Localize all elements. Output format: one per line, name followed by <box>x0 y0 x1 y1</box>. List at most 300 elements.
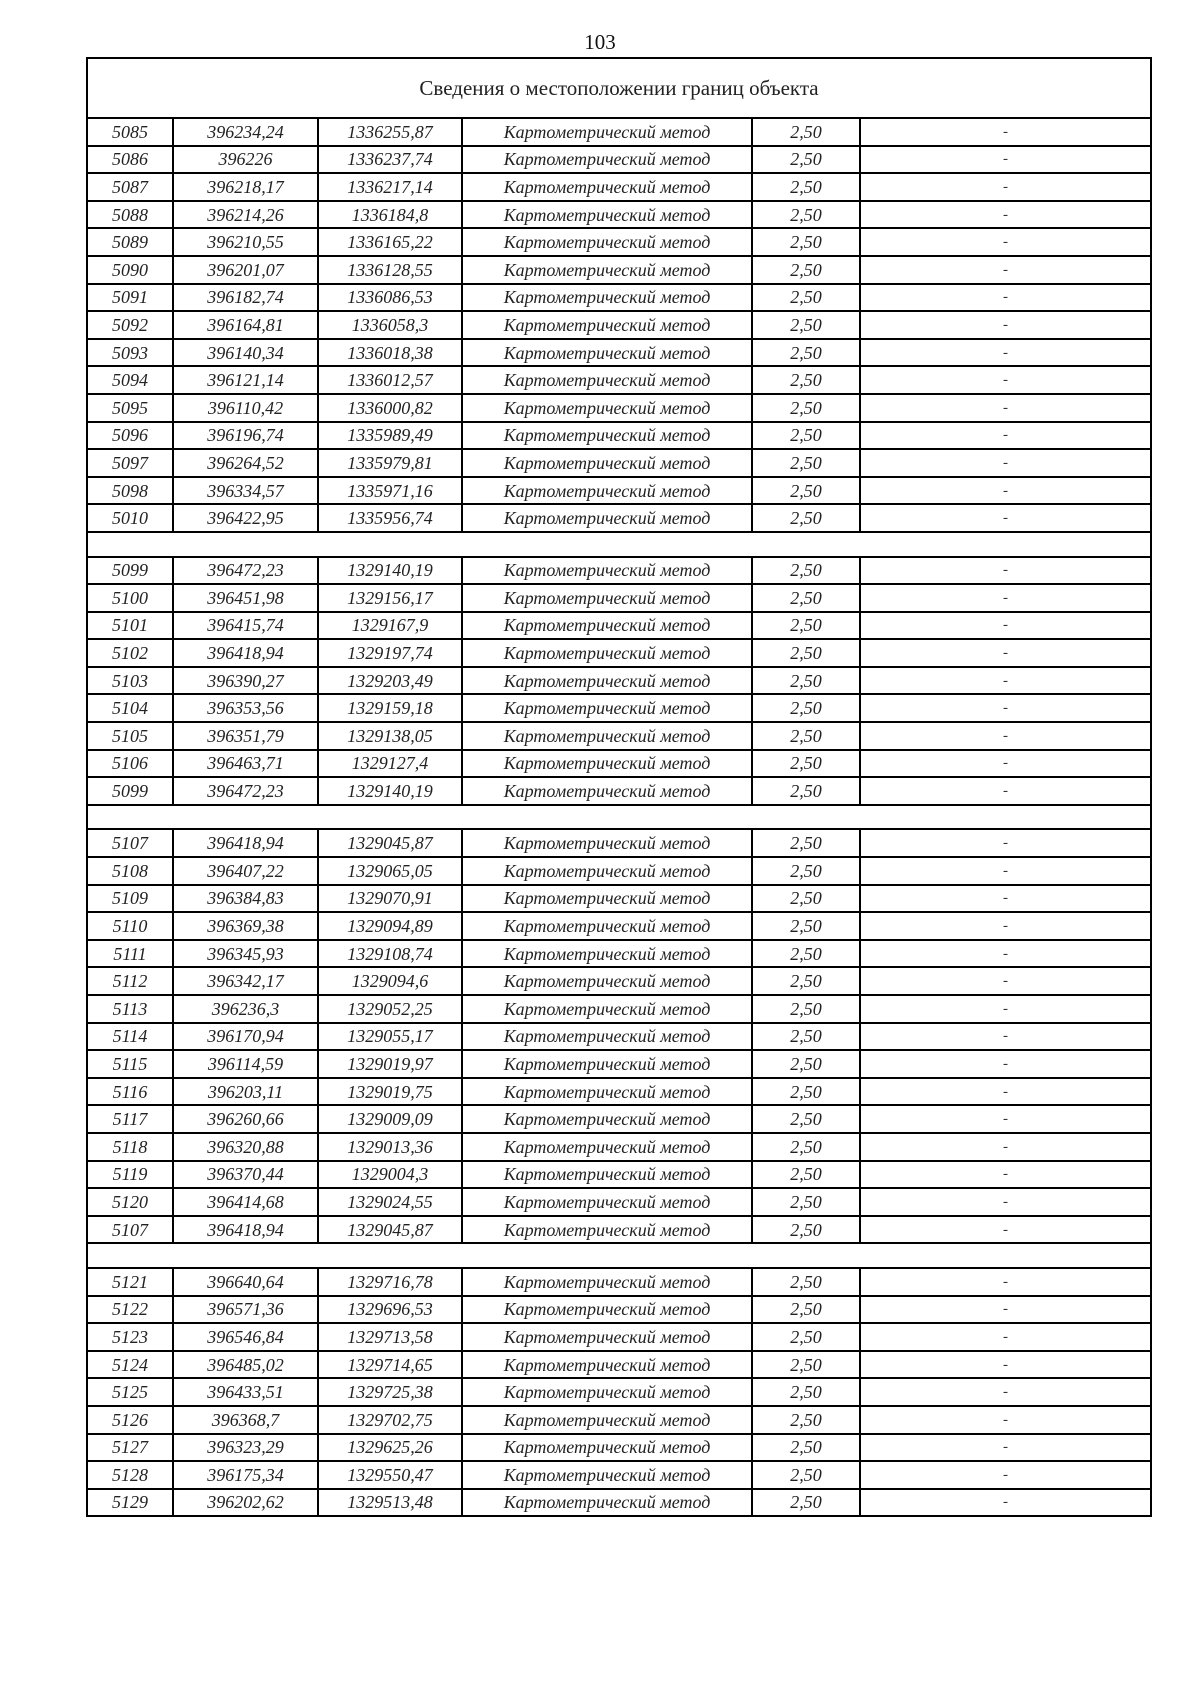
method-cell: Картометрический метод <box>462 422 752 450</box>
point-number-cell: 5107 <box>87 1216 173 1244</box>
note-cell: - <box>860 557 1151 585</box>
note-cell: - <box>860 1406 1151 1434</box>
point-number-cell: 5099 <box>87 557 173 585</box>
table-row <box>87 694 1151 722</box>
point-number-cell: 5094 <box>87 366 173 394</box>
table-row <box>87 612 1151 640</box>
y-coordinate-cell: 1335956,74 <box>318 504 462 532</box>
accuracy-cell: 2,50 <box>752 1216 860 1244</box>
table-row <box>87 1078 1151 1106</box>
y-coordinate-cell: 1329052,25 <box>318 995 462 1023</box>
table-row <box>87 1489 1151 1517</box>
table-row <box>87 1378 1151 1406</box>
table-row <box>87 857 1151 885</box>
accuracy-cell: 2,50 <box>752 339 860 367</box>
x-coordinate-cell: 396463,71 <box>173 750 318 778</box>
method-cell: Картометрический метод <box>462 1406 752 1434</box>
y-coordinate-cell: 1329019,97 <box>318 1050 462 1078</box>
note-cell: - <box>860 422 1151 450</box>
y-coordinate-cell: 1329055,17 <box>318 1023 462 1051</box>
note-cell: - <box>860 228 1151 256</box>
x-coordinate-cell: 396226 <box>173 146 318 174</box>
note-cell: - <box>860 584 1151 612</box>
y-coordinate-cell: 1329156,17 <box>318 584 462 612</box>
table-row <box>87 584 1151 612</box>
method-cell: Картометрический метод <box>462 1296 752 1324</box>
note-cell: - <box>860 940 1151 968</box>
note-cell: - <box>860 1105 1151 1133</box>
point-number-cell: 5121 <box>87 1268 173 1296</box>
method-cell: Картометрический метод <box>462 477 752 505</box>
point-number-cell: 5105 <box>87 722 173 750</box>
y-coordinate-cell: 1336018,38 <box>318 339 462 367</box>
y-coordinate-cell: 1329702,75 <box>318 1406 462 1434</box>
x-coordinate-cell: 396196,74 <box>173 422 318 450</box>
y-coordinate-cell: 1329625,26 <box>318 1434 462 1462</box>
method-cell: Картометрический метод <box>462 750 752 778</box>
accuracy-cell: 2,50 <box>752 750 860 778</box>
method-cell: Картометрический метод <box>462 667 752 695</box>
accuracy-cell: 2,50 <box>752 885 860 913</box>
y-coordinate-cell: 1329138,05 <box>318 722 462 750</box>
point-number-cell: 5111 <box>87 940 173 968</box>
note-cell: - <box>860 477 1151 505</box>
point-number-cell: 5123 <box>87 1323 173 1351</box>
accuracy-cell: 2,50 <box>752 504 860 532</box>
x-coordinate-cell: 396451,98 <box>173 584 318 612</box>
note-cell: - <box>860 504 1151 532</box>
y-coordinate-cell: 1329714,65 <box>318 1351 462 1379</box>
point-number-cell: 5126 <box>87 1406 173 1434</box>
point-number-cell: 5114 <box>87 1023 173 1051</box>
note-cell: - <box>860 173 1151 201</box>
point-number-cell: 5113 <box>87 995 173 1023</box>
y-coordinate-cell: 1336184,8 <box>318 201 462 229</box>
method-cell: Картометрический метод <box>462 339 752 367</box>
y-coordinate-cell: 1329696,53 <box>318 1296 462 1324</box>
x-coordinate-cell: 396390,27 <box>173 667 318 695</box>
x-coordinate-cell: 396264,52 <box>173 449 318 477</box>
point-number-cell: 5109 <box>87 885 173 913</box>
point-number-cell: 5108 <box>87 857 173 885</box>
accuracy-cell: 2,50 <box>752 940 860 968</box>
accuracy-cell: 2,50 <box>752 422 860 450</box>
point-number-cell: 5110 <box>87 912 173 940</box>
y-coordinate-cell: 1329550,47 <box>318 1461 462 1489</box>
method-cell: Картометрический метод <box>462 1133 752 1161</box>
accuracy-cell: 2,50 <box>752 1378 860 1406</box>
table-row <box>87 750 1151 778</box>
point-number-cell: 5085 <box>87 118 173 146</box>
accuracy-cell: 2,50 <box>752 1023 860 1051</box>
method-cell: Картометрический метод <box>462 1461 752 1489</box>
table-row <box>87 1188 1151 1216</box>
method-cell: Картометрический метод <box>462 857 752 885</box>
note-cell: - <box>860 1489 1151 1517</box>
point-number-cell: 5093 <box>87 339 173 367</box>
table-row <box>87 477 1151 505</box>
y-coordinate-cell: 1336012,57 <box>318 366 462 394</box>
note-cell: - <box>860 1461 1151 1489</box>
x-coordinate-cell: 396334,57 <box>173 477 318 505</box>
accuracy-cell: 2,50 <box>752 1268 860 1296</box>
y-coordinate-cell: 1329140,19 <box>318 777 462 805</box>
method-cell: Картометрический метод <box>462 722 752 750</box>
method-cell: Картометрический метод <box>462 995 752 1023</box>
method-cell: Картометрический метод <box>462 449 752 477</box>
table-title: Сведения о местоположении границ объекта <box>87 58 1151 118</box>
method-cell: Картометрический метод <box>462 1188 752 1216</box>
table-row <box>87 173 1151 201</box>
note-cell: - <box>860 1296 1151 1324</box>
point-number-cell: 5089 <box>87 228 173 256</box>
method-cell: Картометрический метод <box>462 228 752 256</box>
accuracy-cell: 2,50 <box>752 557 860 585</box>
note-cell: - <box>860 1434 1151 1462</box>
point-number-cell: 5118 <box>87 1133 173 1161</box>
note-cell: - <box>860 912 1151 940</box>
method-cell: Картометрический метод <box>462 1378 752 1406</box>
point-number-cell: 5103 <box>87 667 173 695</box>
accuracy-cell: 2,50 <box>752 1133 860 1161</box>
method-cell: Картометрический метод <box>462 639 752 667</box>
accuracy-cell: 2,50 <box>752 1323 860 1351</box>
note-cell: - <box>860 394 1151 422</box>
accuracy-cell: 2,50 <box>752 612 860 640</box>
note-cell: - <box>860 885 1151 913</box>
accuracy-cell: 2,50 <box>752 722 860 750</box>
y-coordinate-cell: 1329197,74 <box>318 639 462 667</box>
method-cell: Картометрический метод <box>462 366 752 394</box>
note-cell: - <box>860 339 1151 367</box>
x-coordinate-cell: 396418,94 <box>173 829 318 857</box>
page-number: 103 <box>584 30 616 54</box>
y-coordinate-cell: 1336128,55 <box>318 256 462 284</box>
accuracy-cell: 2,50 <box>752 995 860 1023</box>
table-row <box>87 667 1151 695</box>
accuracy-cell: 2,50 <box>752 173 860 201</box>
method-cell: Картометрический метод <box>462 284 752 312</box>
method-cell: Картометрический метод <box>462 1216 752 1244</box>
table-row <box>87 1105 1151 1133</box>
table-row <box>87 967 1151 995</box>
note-cell: - <box>860 829 1151 857</box>
y-coordinate-cell: 1329024,55 <box>318 1188 462 1216</box>
table-row <box>87 829 1151 857</box>
point-number-cell: 5095 <box>87 394 173 422</box>
table-row <box>87 1133 1151 1161</box>
point-number-cell: 5104 <box>87 694 173 722</box>
point-number-cell: 5010 <box>87 504 173 532</box>
y-coordinate-cell: 1336237,74 <box>318 146 462 174</box>
x-coordinate-cell: 396418,94 <box>173 639 318 667</box>
separator-row <box>87 1243 1151 1268</box>
x-coordinate-cell: 396182,74 <box>173 284 318 312</box>
note-cell: - <box>860 1323 1151 1351</box>
y-coordinate-cell: 1329065,05 <box>318 857 462 885</box>
note-cell: - <box>860 1161 1151 1189</box>
point-number-cell: 5125 <box>87 1378 173 1406</box>
accuracy-cell: 2,50 <box>752 912 860 940</box>
table-row <box>87 284 1151 312</box>
table-row <box>87 422 1151 450</box>
y-coordinate-cell: 1329127,4 <box>318 750 462 778</box>
table-row <box>87 1161 1151 1189</box>
separator-row <box>87 532 1151 557</box>
method-cell: Картометрический метод <box>462 694 752 722</box>
x-coordinate-cell: 396110,42 <box>173 394 318 422</box>
x-coordinate-cell: 396353,56 <box>173 694 318 722</box>
point-number-cell: 5086 <box>87 146 173 174</box>
x-coordinate-cell: 396320,88 <box>173 1133 318 1161</box>
x-coordinate-cell: 396121,14 <box>173 366 318 394</box>
method-cell: Картометрический метод <box>462 146 752 174</box>
x-coordinate-cell: 396218,17 <box>173 173 318 201</box>
note-cell: - <box>860 667 1151 695</box>
y-coordinate-cell: 1336165,22 <box>318 228 462 256</box>
accuracy-cell: 2,50 <box>752 449 860 477</box>
accuracy-cell: 2,50 <box>752 1296 860 1324</box>
method-cell: Картометрический метод <box>462 201 752 229</box>
table-row <box>87 639 1151 667</box>
point-number-cell: 5101 <box>87 612 173 640</box>
table-row <box>87 1268 1151 1296</box>
method-cell: Картометрический метод <box>462 885 752 913</box>
point-number-cell: 5090 <box>87 256 173 284</box>
note-cell: - <box>860 1268 1151 1296</box>
method-cell: Картометрический метод <box>462 1489 752 1517</box>
accuracy-cell: 2,50 <box>752 829 860 857</box>
note-cell: - <box>860 967 1151 995</box>
y-coordinate-cell: 1336000,82 <box>318 394 462 422</box>
accuracy-cell: 2,50 <box>752 256 860 284</box>
y-coordinate-cell: 1329725,38 <box>318 1378 462 1406</box>
table-row <box>87 995 1151 1023</box>
y-coordinate-cell: 1329009,09 <box>318 1105 462 1133</box>
x-coordinate-cell: 396164,81 <box>173 311 318 339</box>
table-row <box>87 885 1151 913</box>
y-coordinate-cell: 1336217,14 <box>318 173 462 201</box>
table-row <box>87 1216 1151 1244</box>
y-coordinate-cell: 1329004,3 <box>318 1161 462 1189</box>
point-number-cell: 5112 <box>87 967 173 995</box>
table-row <box>87 1434 1151 1462</box>
y-coordinate-cell: 1335989,49 <box>318 422 462 450</box>
accuracy-cell: 2,50 <box>752 284 860 312</box>
table-row <box>87 146 1151 174</box>
accuracy-cell: 2,50 <box>752 1078 860 1106</box>
y-coordinate-cell: 1336086,53 <box>318 284 462 312</box>
y-coordinate-cell: 1329203,49 <box>318 667 462 695</box>
note-cell: - <box>860 449 1151 477</box>
accuracy-cell: 2,50 <box>752 667 860 695</box>
table-body <box>87 58 1151 1516</box>
table-row <box>87 722 1151 750</box>
separator-cell <box>87 532 1151 557</box>
method-cell: Картометрический метод <box>462 1323 752 1351</box>
table-row <box>87 394 1151 422</box>
y-coordinate-cell: 1329045,87 <box>318 829 462 857</box>
method-cell: Картометрический метод <box>462 967 752 995</box>
accuracy-cell: 2,50 <box>752 1188 860 1216</box>
note-cell: - <box>860 1050 1151 1078</box>
note-cell: - <box>860 284 1151 312</box>
accuracy-cell: 2,50 <box>752 477 860 505</box>
y-coordinate-cell: 1329159,18 <box>318 694 462 722</box>
point-number-cell: 5087 <box>87 173 173 201</box>
point-number-cell: 5088 <box>87 201 173 229</box>
x-coordinate-cell: 396175,34 <box>173 1461 318 1489</box>
accuracy-cell: 2,50 <box>752 694 860 722</box>
method-cell: Картометрический метод <box>462 584 752 612</box>
point-number-cell: 5102 <box>87 639 173 667</box>
table-row <box>87 557 1151 585</box>
table-row <box>87 256 1151 284</box>
point-number-cell: 5100 <box>87 584 173 612</box>
accuracy-cell: 2,50 <box>752 1406 860 1434</box>
method-cell: Картометрический метод <box>462 1023 752 1051</box>
x-coordinate-cell: 396342,17 <box>173 967 318 995</box>
point-number-cell: 5120 <box>87 1188 173 1216</box>
method-cell: Картометрический метод <box>462 1050 752 1078</box>
note-cell: - <box>860 1023 1151 1051</box>
method-cell: Картометрический метод <box>462 504 752 532</box>
point-number-cell: 5091 <box>87 284 173 312</box>
method-cell: Картометрический метод <box>462 557 752 585</box>
point-number-cell: 5098 <box>87 477 173 505</box>
y-coordinate-cell: 1329019,75 <box>318 1078 462 1106</box>
x-coordinate-cell: 396202,62 <box>173 1489 318 1517</box>
y-coordinate-cell: 1329713,58 <box>318 1323 462 1351</box>
table-row <box>87 1323 1151 1351</box>
note-cell: - <box>860 750 1151 778</box>
boundary-table <box>86 57 1152 1517</box>
note-cell: - <box>860 1216 1151 1244</box>
table-row <box>87 504 1151 532</box>
accuracy-cell: 2,50 <box>752 201 860 229</box>
x-coordinate-cell: 396201,07 <box>173 256 318 284</box>
x-coordinate-cell: 396140,34 <box>173 339 318 367</box>
method-cell: Картометрический метод <box>462 1268 752 1296</box>
method-cell: Картометрический метод <box>462 311 752 339</box>
y-coordinate-cell: 1329716,78 <box>318 1268 462 1296</box>
accuracy-cell: 2,50 <box>752 1050 860 1078</box>
point-number-cell: 5107 <box>87 829 173 857</box>
note-cell: - <box>860 857 1151 885</box>
table-row <box>87 311 1151 339</box>
y-coordinate-cell: 1335979,81 <box>318 449 462 477</box>
accuracy-cell: 2,50 <box>752 146 860 174</box>
y-coordinate-cell: 1329167,9 <box>318 612 462 640</box>
separator-cell <box>87 1243 1151 1268</box>
accuracy-cell: 2,50 <box>752 228 860 256</box>
y-coordinate-cell: 1336255,87 <box>318 118 462 146</box>
x-coordinate-cell: 396345,93 <box>173 940 318 968</box>
point-number-cell: 5115 <box>87 1050 173 1078</box>
x-coordinate-cell: 396114,59 <box>173 1050 318 1078</box>
method-cell: Картометрический метод <box>462 1105 752 1133</box>
x-coordinate-cell: 396351,79 <box>173 722 318 750</box>
table-row <box>87 449 1151 477</box>
point-number-cell: 5092 <box>87 311 173 339</box>
method-cell: Картометрический метод <box>462 394 752 422</box>
note-cell: - <box>860 1133 1151 1161</box>
method-cell: Картометрический метод <box>462 940 752 968</box>
point-number-cell: 5117 <box>87 1105 173 1133</box>
x-coordinate-cell: 396370,44 <box>173 1161 318 1189</box>
note-cell: - <box>860 1378 1151 1406</box>
table-row <box>87 1296 1151 1324</box>
x-coordinate-cell: 396203,11 <box>173 1078 318 1106</box>
point-number-cell: 5106 <box>87 750 173 778</box>
note-cell: - <box>860 201 1151 229</box>
point-number-cell: 5128 <box>87 1461 173 1489</box>
accuracy-cell: 2,50 <box>752 1351 860 1379</box>
y-coordinate-cell: 1329513,48 <box>318 1489 462 1517</box>
note-cell: - <box>860 1078 1151 1106</box>
x-coordinate-cell: 396214,26 <box>173 201 318 229</box>
accuracy-cell: 2,50 <box>752 1434 860 1462</box>
table-row <box>87 1023 1151 1051</box>
method-cell: Картометрический метод <box>462 118 752 146</box>
table-row <box>87 912 1151 940</box>
table-title-row <box>87 58 1151 118</box>
point-number-cell: 5122 <box>87 1296 173 1324</box>
x-coordinate-cell: 396414,68 <box>173 1188 318 1216</box>
note-cell: - <box>860 146 1151 174</box>
table-row <box>87 366 1151 394</box>
x-coordinate-cell: 396472,23 <box>173 557 318 585</box>
x-coordinate-cell: 396234,24 <box>173 118 318 146</box>
x-coordinate-cell: 396472,23 <box>173 777 318 805</box>
point-number-cell: 5097 <box>87 449 173 477</box>
note-cell: - <box>860 639 1151 667</box>
accuracy-cell: 2,50 <box>752 118 860 146</box>
x-coordinate-cell: 396422,95 <box>173 504 318 532</box>
x-coordinate-cell: 396323,29 <box>173 1434 318 1462</box>
table-row <box>87 1351 1151 1379</box>
accuracy-cell: 2,50 <box>752 1461 860 1489</box>
x-coordinate-cell: 396260,66 <box>173 1105 318 1133</box>
point-number-cell: 5099 <box>87 777 173 805</box>
method-cell: Картометрический метод <box>462 256 752 284</box>
y-coordinate-cell: 1329045,87 <box>318 1216 462 1244</box>
table-row <box>87 201 1151 229</box>
x-coordinate-cell: 396546,84 <box>173 1323 318 1351</box>
point-number-cell: 5124 <box>87 1351 173 1379</box>
accuracy-cell: 2,50 <box>752 1161 860 1189</box>
accuracy-cell: 2,50 <box>752 967 860 995</box>
method-cell: Картометрический метод <box>462 1078 752 1106</box>
y-coordinate-cell: 1329094,89 <box>318 912 462 940</box>
accuracy-cell: 2,50 <box>752 311 860 339</box>
table-row <box>87 940 1151 968</box>
table-row <box>87 118 1151 146</box>
y-coordinate-cell: 1336058,3 <box>318 311 462 339</box>
accuracy-cell: 2,50 <box>752 394 860 422</box>
accuracy-cell: 2,50 <box>752 1489 860 1517</box>
method-cell: Картометрический метод <box>462 912 752 940</box>
y-coordinate-cell: 1329108,74 <box>318 940 462 968</box>
table-row <box>87 339 1151 367</box>
y-coordinate-cell: 1329013,36 <box>318 1133 462 1161</box>
x-coordinate-cell: 396415,74 <box>173 612 318 640</box>
x-coordinate-cell: 396640,64 <box>173 1268 318 1296</box>
x-coordinate-cell: 396407,22 <box>173 857 318 885</box>
note-cell: - <box>860 311 1151 339</box>
method-cell: Картометрический метод <box>462 1161 752 1189</box>
method-cell: Картометрический метод <box>462 1351 752 1379</box>
